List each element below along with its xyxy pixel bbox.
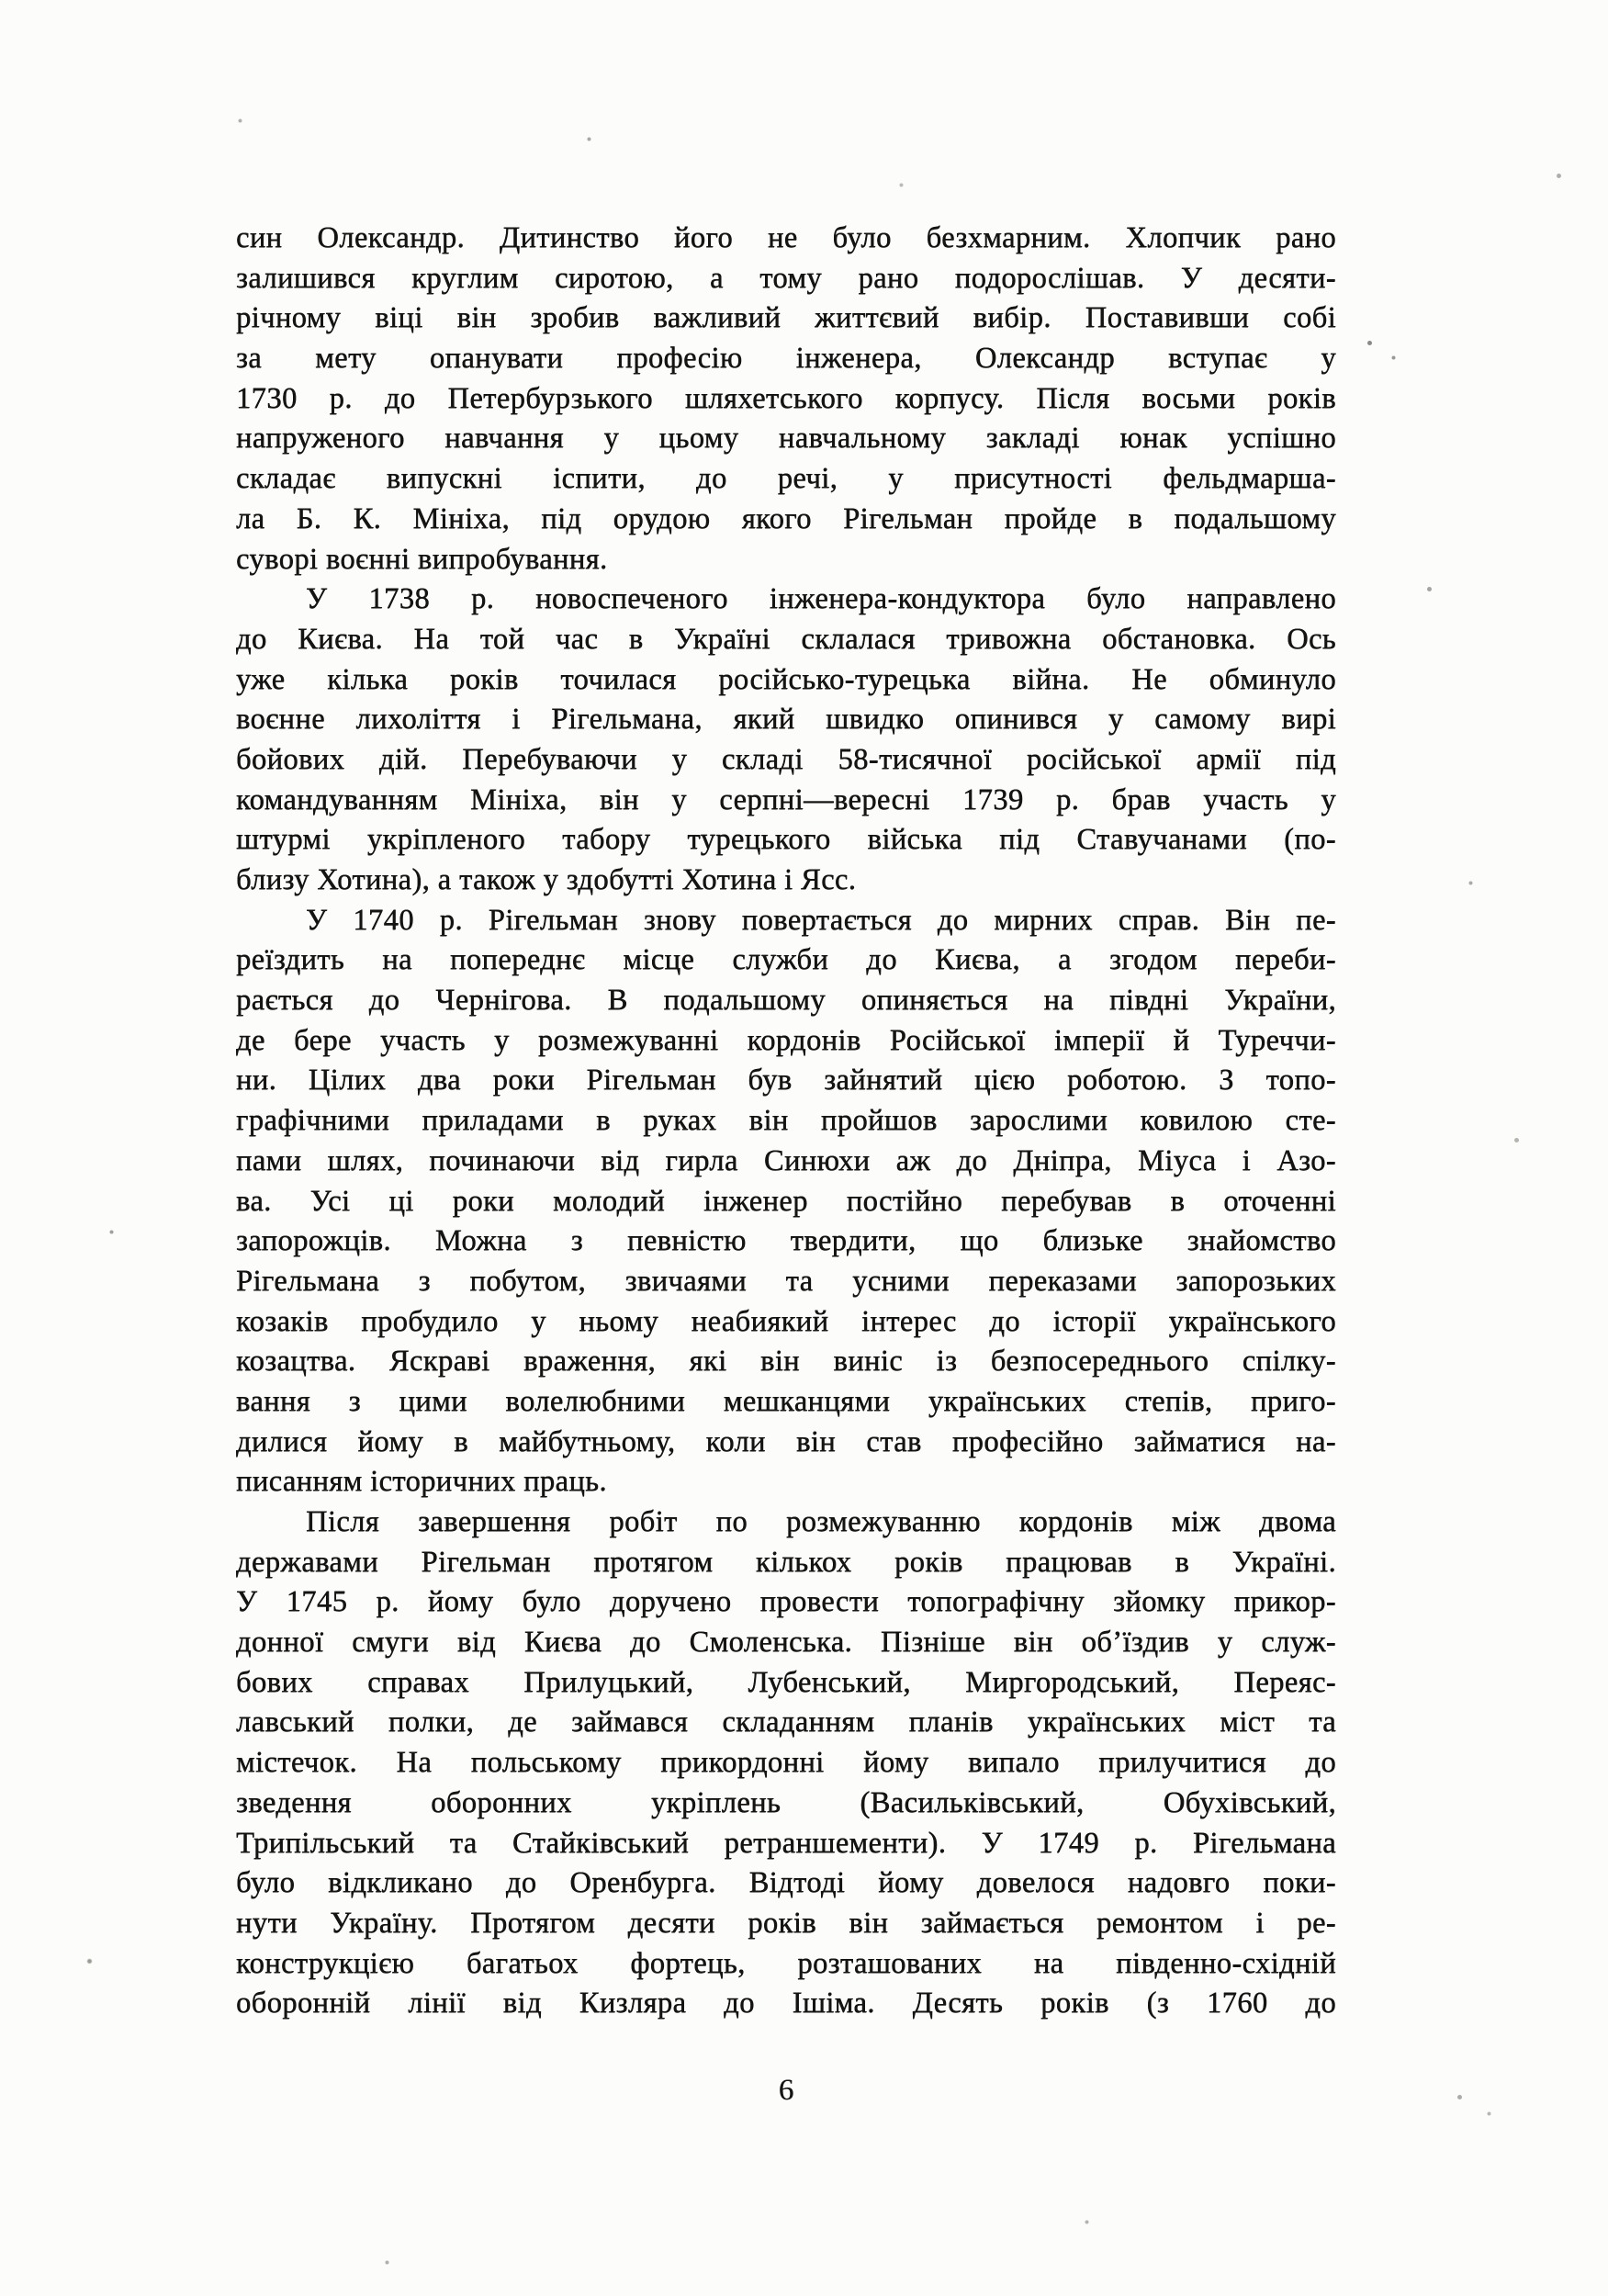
text-line: писанням історичних праць. [236,1465,607,1499]
text-line: близу Хотина), а також у здобутті Хотина і Ясс. [236,863,857,896]
text-line: козацтва. Яскраві враження, які він виніс із безпосереднього спілку- [236,1345,1336,1379]
text-line: бойових дій. Перебуваючи у складі 58-тисячної російської армії під [236,742,1336,776]
text-line: за мету опанувати професію інженера, Олександр вступає у [236,342,1336,376]
text-line: запорожців. Можна з певністю твердити, що близьке знайомство [236,1224,1336,1258]
text-line: де бере участь у розмежуванні кордонів Російської імперії й Туреччи- [236,1023,1336,1057]
text-line: лавський полки, де займався складанням планів українських міст та [236,1705,1336,1739]
text-line: У 1745 р. йому було доручено провести топографічну зйомку прикор- [236,1585,1336,1619]
text-line: штурмі укріпленого табору турецького війська під Ставучанами (по- [236,823,1336,857]
text-line: бових справах Прилуцький, Лубенський, Миргородський, Переяс- [236,1665,1336,1699]
text-line: У 1740 р. Рігельман знову повертається до мирних справ. Він пе- [306,903,1336,937]
scan-noise-speckles [0,0,3,3]
text-line: козаків пробудило у ньому неабиякий інтерес до історії українського [236,1304,1336,1338]
text-line: до Києва. На той час в Україні склалася тривожна обстановка. Ось [236,622,1336,656]
text-line: залишився круглим сиротою, а тому рано подорослішав. У десяти- [236,261,1336,295]
text-line: напруженого навчання у цьому навчальному закладі юнак успішно [236,422,1336,456]
page-number: 6 [778,2074,794,2107]
text-line: конструкцією багатьох фортець, розташованих на південно-східній [236,1946,1336,1980]
text-line: пами шлях, починаючи від гирла Синюхи аж до Дніпра, Міуса і Азо- [236,1143,1336,1177]
text-line: річному віці він зробив важливий життєвий вибір. Поставивши собі [236,301,1336,335]
body-text-block [236,219,1336,2024]
text-line: У 1738 р. новоспеченого інженера-кондуктора було направлено [306,582,1336,616]
text-line: реїздить на попереднє місце служби до Києва, а згодом переби- [236,943,1336,977]
text-line: нути Україну. Протягом десяти років він займається ремонтом і ре- [236,1906,1336,1940]
text-line: оборонній лінії від Кизляра до Ішіма. Десять років (з 1760 до [236,1986,1336,2020]
text-line: командуванням Мініха, він у серпні—вересні 1739 р. брав участь у [236,782,1336,816]
text-line: 1730 р. до Петербурзького шляхетського корпусу. Після восьми років [236,381,1336,415]
text-line: Після завершення робіт по розмежуванню кордонів між двома [306,1505,1336,1538]
text-line: дилися йому в майбутньому, коли він став професійно займатися на- [236,1424,1336,1458]
text-line: Трипільський та Стайківський ретраншементи). У 1749 р. Рігельмана [236,1826,1336,1860]
text-line: донної смуги від Києва до Смоленська. Пізніше він об’їздив у служ- [236,1626,1336,1660]
text-line: воєнне лихоліття і Рігельмана, який швидко опинився у самому вирі [236,703,1336,737]
text-line: було відкликано до Оренбурга. Відтоді йому довелося надовго поки- [236,1866,1336,1900]
text-line: рається до Чернігова. В подальшому опиняється на півдні України, [236,984,1336,1018]
text-line: складає випускні іспити, до речі, у присутності фельдмарша- [236,462,1336,496]
text-line: зведення оборонних укріплень (Васильківський, Обухівський, [236,1785,1336,1819]
text-line: Рігельмана з побутом, звичаями та усними переказами запорозьких [236,1264,1336,1298]
text-line: містечок. На польському прикордонні йому випало прилучитися до [236,1746,1336,1780]
text-line: ни. Цілих два роки Рігельман був зайнятий цією роботою. З топо- [236,1064,1336,1097]
text-line: ла Б. К. Мініха, під орудою якого Рігельман пройде в подальшому [236,501,1336,535]
text-line: вання з цими волелюбними мешканцями українських степів, приго- [236,1384,1336,1418]
text-line: син Олександр. Дитинство його не було безхмарним. Хлопчик рано [236,221,1336,254]
text-line: суворі воєнні випробування. [236,542,608,576]
text-line: державами Рігельман протягом кількох років працював в Україні. [236,1545,1336,1579]
text-line: ва. Усі ці роки молодий інженер постійно перебував в оточенні [236,1184,1336,1218]
text-line: графічними приладами в руках він пройшов зарослими ковилою сте- [236,1104,1336,1138]
text-line: уже кілька років точилася російсько-турецька війна. Не обминуло [236,662,1336,696]
